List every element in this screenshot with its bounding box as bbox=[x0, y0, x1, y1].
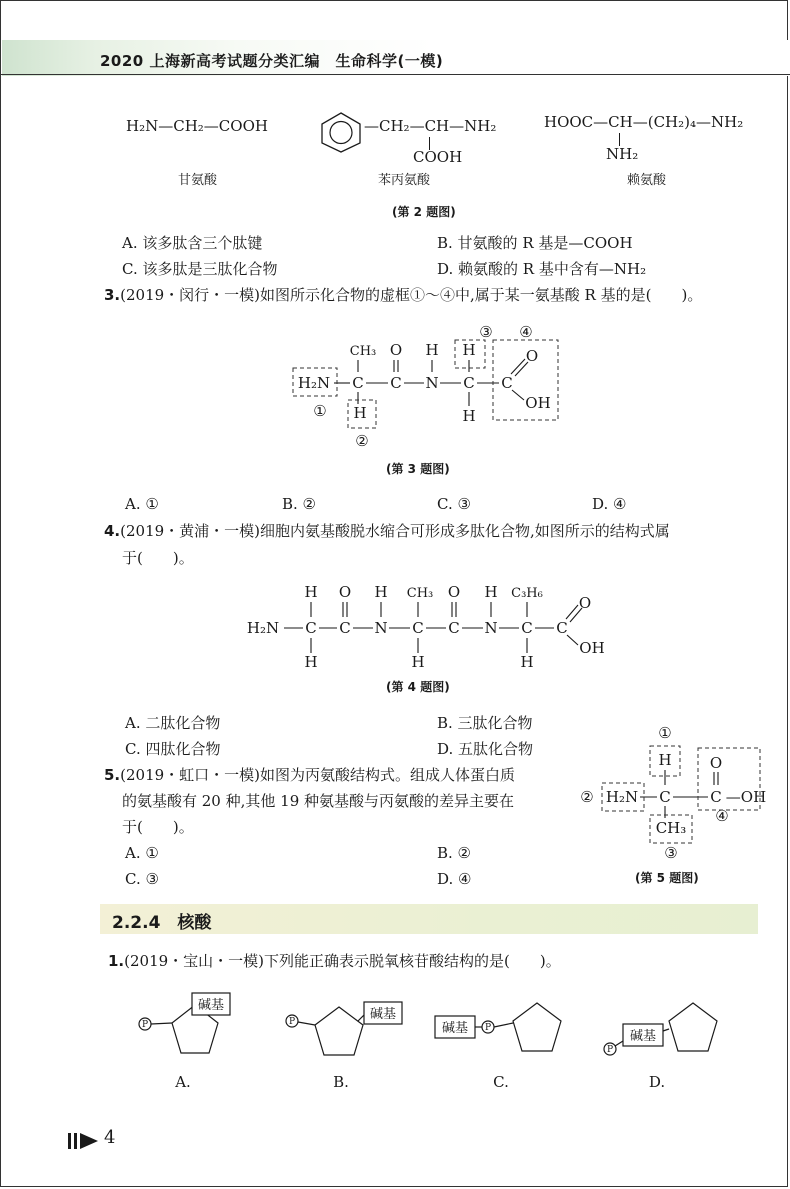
q4-c3: C bbox=[412, 619, 424, 637]
page-number: 4 bbox=[104, 1127, 116, 1148]
fig5-caption: (第 5 题图) bbox=[635, 871, 699, 885]
q5-stem-line2: 的氨基酸有 20 种,其他 19 种氨基酸与丙氨酸的差异主要在 bbox=[122, 792, 515, 810]
lysine-bottom: NH₂ bbox=[606, 145, 639, 163]
q5-option-b: B. ② bbox=[437, 844, 472, 862]
q4-h2n: H₂N bbox=[246, 619, 280, 637]
q3-marker-3: ③ bbox=[479, 323, 493, 341]
q5-oh: —OH bbox=[725, 788, 767, 806]
q3-option-b: B. ② bbox=[282, 495, 317, 513]
q4-o1: O bbox=[338, 583, 352, 601]
page-arrow-icon bbox=[68, 1131, 100, 1151]
q5-marker-4: ④ bbox=[715, 807, 729, 825]
header-rule bbox=[0, 74, 790, 75]
phenylalanine-name: 苯丙氨酸 bbox=[378, 173, 431, 188]
fig4-caption: (第 4 题图) bbox=[386, 680, 450, 694]
q4-stem-line1: 4.(2019・黄浦・一模)细胞内氨基酸脱水缩合可形成多肽化合物,如图所示的结构式属 bbox=[104, 522, 670, 540]
q4-c1: C bbox=[305, 619, 317, 637]
q4-o2: O bbox=[447, 583, 461, 601]
q3-c1: C bbox=[352, 374, 364, 392]
q5-c1: C bbox=[659, 788, 671, 806]
q4-option-a: A. 二肽化合物 bbox=[125, 714, 221, 732]
nucleic-q1-option-c: C. bbox=[493, 1073, 509, 1091]
q3-marker-1: ① bbox=[313, 402, 327, 420]
nucleic-q1-option-a: A. bbox=[175, 1073, 191, 1091]
option-d-phosphate-icon: P bbox=[606, 1045, 614, 1055]
lysine-name: 赖氨酸 bbox=[627, 173, 667, 188]
q5-ch3: CH₃ bbox=[655, 819, 687, 837]
q4-c4: C bbox=[448, 619, 460, 637]
q4-o-acid: O bbox=[578, 594, 592, 612]
q4-h1-top: H bbox=[304, 583, 318, 601]
q3-c2: C bbox=[390, 374, 402, 392]
q4-c6: C bbox=[556, 619, 568, 637]
q3-stem: 3.(2019・闵行・一模)如图所示化合物的虚框①～④中,属于某一氨基酸 R 基的是( )。 bbox=[104, 286, 703, 304]
nucleotide-options-diagram bbox=[120, 985, 760, 1100]
q3-oh: OH bbox=[525, 394, 551, 412]
q5-h-top: H bbox=[658, 751, 672, 769]
q3-ch3: CH₃ bbox=[349, 344, 377, 359]
q2-option-b: B. 甘氨酸的 R 基是—COOH bbox=[437, 234, 633, 252]
q4-c5: C bbox=[521, 619, 533, 637]
q5-marker-2: ② bbox=[580, 788, 594, 806]
fig2-caption: (第 2 题图) bbox=[392, 205, 456, 219]
q3-h-box3: H bbox=[462, 341, 476, 359]
phenylalanine-top: —CH₂—CH—NH₂ bbox=[364, 117, 497, 135]
q3-option-a: A. ① bbox=[125, 495, 159, 513]
nucleic-q1-option-b: B. bbox=[333, 1073, 349, 1091]
lysine-top: HOOC—CH—(CH₂)₄—NH₂ bbox=[544, 113, 744, 131]
section-title: 2.2.4 核酸 bbox=[112, 913, 212, 933]
q5-o: O bbox=[709, 754, 723, 772]
q4-n2: N bbox=[484, 619, 498, 637]
q5-marker-3: ③ bbox=[664, 844, 678, 862]
q5-stem-line3: 于( )。 bbox=[122, 818, 194, 836]
q3-o-top: O bbox=[389, 341, 403, 359]
q4-option-c: C. 四肽化合物 bbox=[125, 740, 221, 758]
q4-c3h6: C₃H₆ bbox=[511, 586, 543, 601]
q3-h-box2: H bbox=[353, 404, 367, 422]
benzene-ring-icon bbox=[316, 110, 366, 154]
q4-h3-bottom: H bbox=[411, 653, 425, 671]
q4-h-n2: H bbox=[484, 583, 498, 601]
phenylalanine-bottom: COOH bbox=[413, 148, 463, 166]
q5-option-c: C. ③ bbox=[125, 870, 159, 888]
q4-h-n1: H bbox=[374, 583, 388, 601]
nucleic-q1-option-d: D. bbox=[648, 1073, 666, 1091]
q3-structure-diagram bbox=[280, 320, 580, 455]
q5-stem-line1: 5.(2019・虹口・一模)如图为丙氨酸结构式。组成人体蛋白质 bbox=[104, 766, 516, 784]
q4-oh: OH bbox=[579, 639, 605, 657]
q3-marker-2: ② bbox=[355, 432, 369, 450]
q5-h2n: H₂N bbox=[605, 788, 639, 806]
option-b-phosphate-icon: P bbox=[288, 1017, 296, 1027]
option-a-base-label: 碱基 bbox=[197, 998, 225, 1013]
option-a-phosphate-icon: P bbox=[141, 1020, 149, 1030]
q5-c2: C bbox=[710, 788, 722, 806]
q3-c4: C bbox=[501, 374, 513, 392]
q3-h2n: H₂N bbox=[297, 374, 331, 392]
q4-stem-line2: 于( )。 bbox=[122, 549, 194, 567]
q3-h-bottom: H bbox=[462, 407, 476, 425]
q3-n: N bbox=[425, 374, 439, 392]
header-title: 2020 上海新高考试题分类汇编 生命科学(一模) bbox=[100, 52, 444, 70]
q4-h1-bottom: H bbox=[304, 653, 318, 671]
q5-option-a: A. ① bbox=[125, 844, 159, 862]
fig3-caption: (第 3 题图) bbox=[386, 462, 450, 476]
q4-c2: C bbox=[339, 619, 351, 637]
q4-h5-bottom: H bbox=[520, 653, 534, 671]
q4-ch3: CH₃ bbox=[406, 586, 434, 601]
nucleic-q1-stem: 1.(2019・宝山・一模)下列能正确表示脱氧核苷酸结构的是( )。 bbox=[108, 952, 561, 970]
option-b-base-label: 碱基 bbox=[369, 1007, 397, 1022]
q3-marker-4: ④ bbox=[519, 323, 533, 341]
q4-option-d: D. 五肽化合物 bbox=[437, 740, 534, 758]
q2-option-d: D. 赖氨酸的 R 基中含有—NH₂ bbox=[437, 260, 647, 278]
q3-option-d: D. ④ bbox=[592, 495, 627, 513]
q3-c3: C bbox=[463, 374, 475, 392]
q5-option-d: D. ④ bbox=[437, 870, 472, 888]
q3-option-c: C. ③ bbox=[437, 495, 471, 513]
q2-option-a: A. 该多肽含三个肽键 bbox=[122, 234, 263, 252]
q2-option-c: C. 该多肽是三肽化合物 bbox=[122, 260, 278, 278]
q5-structure-diagram bbox=[570, 720, 770, 865]
option-c-base-label: 碱基 bbox=[441, 1021, 469, 1036]
option-c-phosphate-icon: P bbox=[484, 1023, 492, 1033]
q3-o-acid: O bbox=[525, 347, 539, 365]
q5-marker-1: ① bbox=[658, 724, 672, 742]
glycine-formula: H₂N—CH₂—COOH bbox=[126, 117, 268, 135]
q4-structure-diagram bbox=[240, 575, 620, 675]
q4-n1: N bbox=[374, 619, 388, 637]
option-d-base-label: 碱基 bbox=[629, 1029, 657, 1044]
q4-option-b: B. 三肽化合物 bbox=[437, 714, 533, 732]
q3-h-n: H bbox=[425, 341, 439, 359]
glycine-name: 甘氨酸 bbox=[178, 173, 218, 188]
